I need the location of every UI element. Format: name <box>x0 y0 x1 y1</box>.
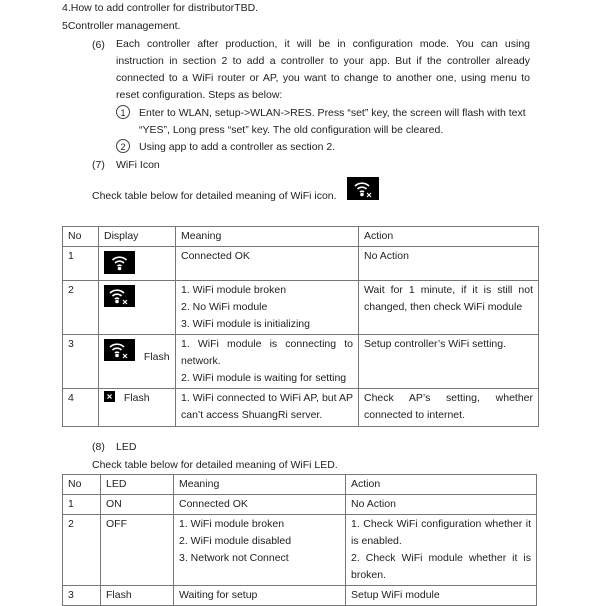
cell-action <box>346 495 537 515</box>
meaning-line: 2. WiFi module is waiting for setting <box>181 372 347 384</box>
paragraph-line: Each controller after production, it will be in configuration mode. You can using <box>116 38 530 50</box>
meaning-line: 1. WiFi module broken <box>181 284 287 296</box>
flash-label: Flash <box>123 392 150 404</box>
cell-led: OFF <box>101 515 174 586</box>
cell-no: 3 <box>63 586 101 606</box>
header-meaning: Meaning <box>176 227 359 247</box>
step-1-line-2: “YES”, Long press “set” key. The old configuration will be cleared. <box>139 124 444 136</box>
section-8-description: Check table below for detailed meaning of WiFi LED. <box>92 459 338 471</box>
table-row <box>63 515 537 586</box>
cell-no: 3 <box>63 335 99 389</box>
meaning-line: Connected OK <box>179 498 248 510</box>
table-row <box>63 495 537 515</box>
meaning-line: 3. WiFi module is initializing <box>181 318 310 330</box>
cell-meaning <box>174 515 346 586</box>
cell-meaning <box>176 389 359 427</box>
section-7-number: (7) <box>92 159 105 171</box>
section-8-title: LED <box>116 441 137 453</box>
circled-number: 2 <box>116 139 130 153</box>
table-header-row <box>63 227 539 247</box>
cell-action <box>346 515 537 586</box>
header-action: Action <box>359 227 539 247</box>
cell-action: Setup controller’s WiFi setting. <box>359 335 539 389</box>
cell-led: ON <box>101 495 174 515</box>
cell-action: Wait for 1 minute, if it is still not changed, then check WiFi module <box>359 281 539 335</box>
cell-led: Flash <box>101 586 174 606</box>
header-action: Action <box>346 475 537 495</box>
step-1-number <box>116 105 138 119</box>
meaning-line: 2. WiFi module disabled <box>179 535 292 547</box>
wifi-connected-icon <box>104 251 135 274</box>
cell-meaning <box>176 247 359 281</box>
cell-meaning <box>176 335 359 389</box>
header-led: LED <box>101 475 174 495</box>
heading-5: 5Controller management. <box>62 20 181 32</box>
meaning-line: Connected OK <box>181 250 250 262</box>
table-row <box>63 389 539 427</box>
header-no: No <box>63 475 101 495</box>
paragraph-line: reset configuration. Steps as below: <box>116 89 283 101</box>
action-line: Setup WiFi module <box>351 589 440 601</box>
header-no: No <box>63 227 99 247</box>
heading-4: 4.How to add controller for distributorTBD. <box>62 2 259 14</box>
header-meaning: Meaning <box>174 475 346 495</box>
section-7-title: WiFi Icon <box>116 159 160 171</box>
x-icon <box>104 391 115 402</box>
cell-no: 2 <box>63 281 99 335</box>
circled-number: 1 <box>116 105 130 119</box>
wifi-error-icon <box>104 339 135 361</box>
cell-display <box>99 389 176 427</box>
action-line: 2. Check WiFi module whether it is broken. <box>351 552 531 581</box>
action-line: No Action <box>351 498 396 510</box>
cell-display <box>99 281 176 335</box>
header-display: Display <box>99 227 176 247</box>
section-6-paragraph <box>116 36 530 104</box>
led-table <box>62 474 537 606</box>
step-2-text: Using app to add a controller as section 2. <box>139 141 336 153</box>
section-7-description: Check table below for detailed meaning of WiFi icon. <box>92 190 337 202</box>
table-header-row <box>63 475 537 495</box>
section-8-number: (8) <box>92 441 105 453</box>
meaning-line: 1. WiFi module is connecting to network. <box>181 338 353 367</box>
cell-meaning <box>174 586 346 606</box>
wifi-icon-table <box>62 226 539 427</box>
cell-no: 2 <box>63 515 101 586</box>
paragraph-line: instruction in section 2 to add a controller to your app. But if the controller already <box>116 55 530 67</box>
step-1-line-1: Enter to WLAN, setup->WLAN->RES. Press “set” key, the screen will flash with text <box>139 107 526 119</box>
action-line: 1. Check WiFi configuration whether it is enabled. <box>351 518 531 547</box>
cell-action <box>346 586 537 606</box>
meaning-line: 2. No WiFi module <box>181 301 268 313</box>
cell-no: 4 <box>63 389 99 427</box>
meaning-line: 1. WiFi module broken <box>179 518 285 530</box>
table-row <box>63 281 539 335</box>
table-row <box>63 335 539 389</box>
table-row <box>63 586 537 606</box>
wifi-error-icon <box>347 177 379 200</box>
cell-no: 1 <box>63 495 101 515</box>
meaning-line: 1. WiFi connected to WiFi AP, but AP can’t access ShuangRi server. <box>181 392 353 421</box>
flash-label: Flash <box>143 351 170 363</box>
meaning-line: 3. Network not Connect <box>179 552 289 564</box>
cell-display <box>99 247 176 281</box>
table-row <box>63 247 539 281</box>
cell-meaning <box>174 495 346 515</box>
wifi-error-icon <box>104 285 135 307</box>
cell-no: 1 <box>63 247 99 281</box>
meaning-line: Waiting for setup <box>179 589 258 601</box>
step-2-number <box>116 139 138 153</box>
cell-action: Check AP’s setting, whether connected to internet. <box>359 389 539 427</box>
section-6-number: (6) <box>92 39 105 51</box>
cell-display <box>99 335 176 389</box>
cell-meaning <box>176 281 359 335</box>
paragraph-line: connected to a WiFi router or AP, you want to change to another one, using menu to <box>116 72 530 84</box>
cell-action: No Action <box>359 247 539 281</box>
